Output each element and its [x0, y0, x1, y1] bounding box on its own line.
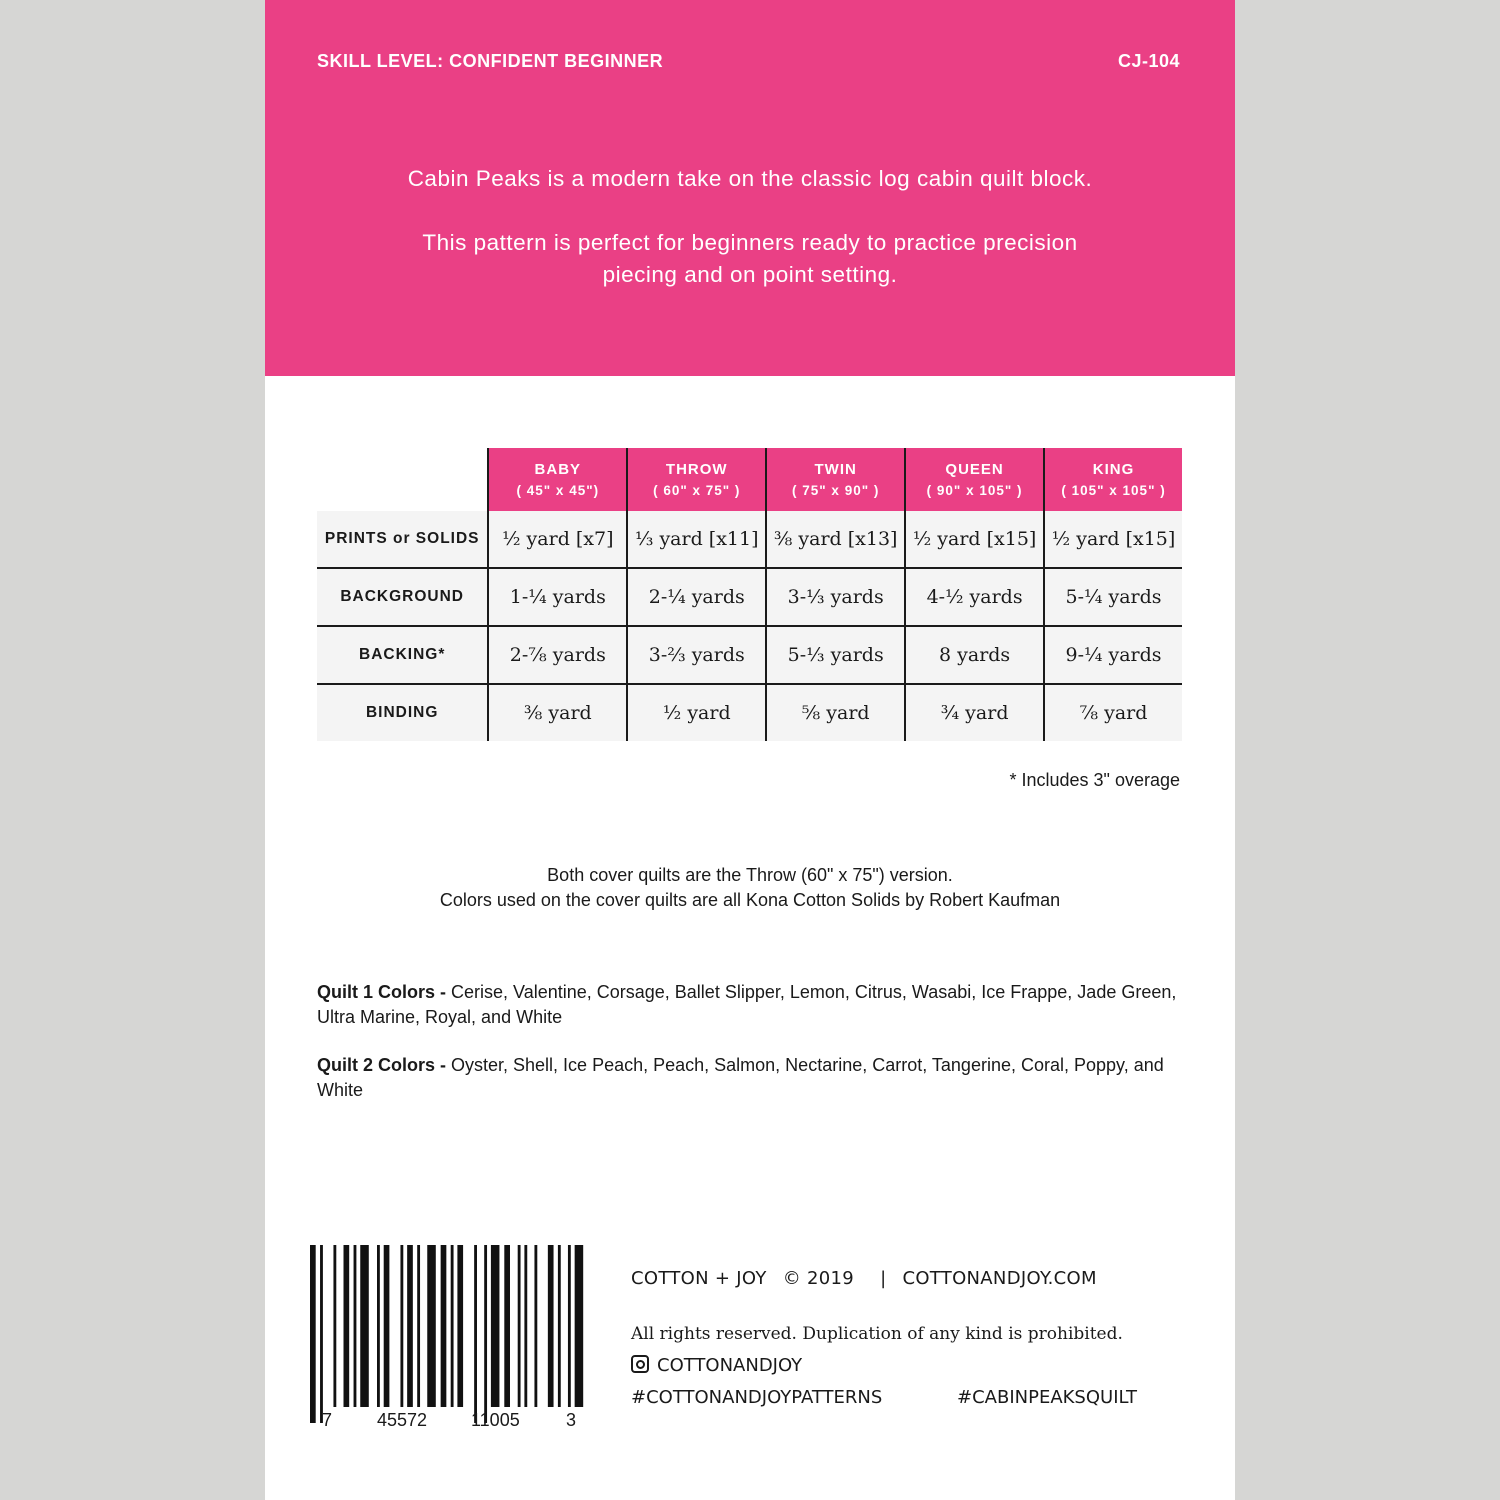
column-dims: ( 45" x 45")	[516, 482, 600, 498]
quilt-1-colors	[317, 980, 1177, 1030]
barcode-bar	[441, 1245, 447, 1407]
column-name: BABY	[534, 460, 582, 478]
barcode-bar	[407, 1245, 413, 1407]
instagram-handle[interactable]	[631, 1355, 802, 1376]
column-header-throw	[627, 448, 766, 511]
barcode	[310, 1245, 585, 1435]
column-name: QUEEN	[945, 460, 1004, 478]
table-row-backing	[317, 626, 1182, 684]
intro-text-2	[265, 227, 1235, 291]
barcode-digits-right: 11005	[471, 1410, 520, 1430]
hashtag-brand: #COTTONANDJOYPATTERNS	[631, 1387, 883, 1408]
table-row-prints	[317, 511, 1182, 568]
fabric-requirements-table	[317, 448, 1182, 741]
table-cell: ½ yard [x15]	[1044, 511, 1182, 568]
barcode-bar	[474, 1245, 477, 1423]
table-cell: ⅓ yard [x11]	[627, 511, 766, 568]
barcode-bar	[354, 1245, 357, 1407]
cover-note-line-2: Colors used on the cover quilts are all Kona Cotton Solids by Robert Kaufman	[439, 890, 1061, 910]
table-cell: 5-¼ yards	[1044, 568, 1182, 626]
pattern-back-cover	[265, 0, 1235, 1500]
barcode-bar	[384, 1245, 390, 1407]
barcode-bar	[534, 1245, 537, 1407]
column-header-king	[1044, 448, 1182, 511]
table-row-background	[317, 568, 1182, 626]
row-label: BACKGROUND	[317, 568, 488, 626]
quilt-2-label: Quilt 2 Colors -	[317, 1055, 447, 1075]
table-cell: 1-¼ yards	[488, 568, 627, 626]
intro-text-2b: piecing and on point setting.	[602, 262, 898, 287]
table-cell: ¾ yard	[905, 684, 1044, 741]
table-cell: ½ yard [x15]	[905, 511, 1044, 568]
footer-divider: |	[880, 1268, 887, 1289]
barcode-bar	[344, 1245, 350, 1407]
barcode-bars	[310, 1245, 585, 1425]
barcode-bar	[491, 1245, 500, 1407]
barcode-digit-last: 3	[566, 1410, 577, 1430]
cover-note-line-1: Both cover quilts are the Throw (60" x 75") version.	[547, 865, 953, 885]
barcode-bar	[548, 1245, 554, 1407]
table-cell: 3-⅔ yards	[627, 626, 766, 684]
quilt-1-label: Quilt 1 Colors -	[317, 982, 447, 1002]
barcode-bar	[504, 1245, 510, 1407]
barcode-bar	[451, 1245, 454, 1407]
footer-brand-line	[631, 1268, 1097, 1289]
skill-level: SKILL LEVEL: CONFIDENT BEGINNER	[317, 51, 664, 71]
barcode-bar	[310, 1245, 316, 1423]
barcode-bar	[558, 1245, 561, 1407]
barcode-bar	[568, 1245, 571, 1407]
barcode-bar	[518, 1245, 521, 1407]
row-label: BACKING*	[317, 626, 488, 684]
table-cell: 9-¼ yards	[1044, 626, 1182, 684]
copyright: © 2019	[782, 1268, 855, 1289]
header-banner	[265, 0, 1235, 376]
intro-text-1: Cabin Peaks is a modern take on the classic log cabin quilt block.	[407, 166, 1093, 191]
hashtag-quilt: #CABINPEAKSQUILT	[957, 1387, 1138, 1408]
table-cell: ½ yard	[627, 684, 766, 741]
barcode-bar	[524, 1245, 527, 1407]
table-cell: ⅜ yard	[488, 684, 627, 741]
column-header-twin	[766, 448, 905, 511]
barcode-bar	[400, 1245, 403, 1407]
instagram-label: COTTONANDJOY	[657, 1355, 803, 1376]
table-header-row	[317, 448, 1182, 511]
quilt-2-colors	[317, 1053, 1177, 1103]
table-row-binding	[317, 684, 1182, 741]
barcode-digit-first: 7	[322, 1410, 333, 1430]
pattern-code: CJ-104	[1117, 51, 1180, 71]
table-cell: ⅞ yard	[1044, 684, 1182, 741]
barcode-bar	[484, 1245, 487, 1423]
intro-text-2a: This pattern is perfect for beginners ready to practice precision	[422, 230, 1078, 255]
table-cell: ⅝ yard	[766, 684, 905, 741]
barcode-bar	[333, 1245, 336, 1407]
instagram-icon	[631, 1355, 649, 1373]
barcode-bar	[575, 1245, 584, 1407]
table-cell: 5-⅓ yards	[766, 626, 905, 684]
table-cell: ⅜ yard [x13]	[766, 511, 905, 568]
column-name: KING	[1092, 460, 1135, 478]
table-corner	[317, 448, 488, 511]
website-link[interactable]: COTTONANDJOY.COM	[902, 1268, 1097, 1289]
column-dims: ( 75" x 90" )	[792, 482, 880, 498]
quilt-2-list: Oyster, Shell, Ice Peach, Peach, Salmon, Nectarine, Carrot, Tangerine, Coral, Poppy, and White	[317, 1055, 1164, 1100]
rights-notice: All rights reserved. Duplication of any kind is prohibited.	[631, 1324, 1123, 1344]
column-name: TWIN	[814, 460, 857, 478]
hashtags	[631, 1387, 1141, 1408]
brand-name: COTTON + JOY	[631, 1268, 767, 1289]
barcode-bar	[320, 1245, 323, 1423]
table-cell: 2-⅞ yards	[488, 626, 627, 684]
column-dims: ( 105" x 105" )	[1061, 482, 1166, 498]
barcode-bar	[427, 1245, 436, 1407]
barcode-bar	[360, 1245, 369, 1407]
column-name: THROW	[665, 460, 728, 478]
barcode-bar	[417, 1245, 420, 1407]
overage-note: * Includes 3" overage	[1009, 770, 1180, 790]
table-cell: 4-½ yards	[905, 568, 1044, 626]
column-header-baby	[488, 448, 627, 511]
row-label: BINDING	[317, 684, 488, 741]
column-dims: ( 90" x 105" )	[926, 482, 1023, 498]
barcode-bar	[377, 1245, 380, 1407]
table-cell: 2-¼ yards	[627, 568, 766, 626]
quilt-1-list: Cerise, Valentine, Corsage, Ballet Slipper, Lemon, Citrus, Wasabi, Ice Frappe, Jade Green, Ultra Marine, Royal, and White	[317, 982, 1177, 1027]
column-header-queen	[905, 448, 1044, 511]
row-label: PRINTS or SOLIDS	[317, 511, 488, 568]
column-dims: ( 60" x 75" )	[653, 482, 741, 498]
barcode-bar	[457, 1245, 463, 1407]
table-cell: ½ yard [x7]	[488, 511, 627, 568]
table-cell: 3-⅓ yards	[766, 568, 905, 626]
barcode-digits-left: 45572	[377, 1410, 428, 1430]
table-cell: 8 yards	[905, 626, 1044, 684]
cover-quilt-note	[265, 863, 1235, 913]
